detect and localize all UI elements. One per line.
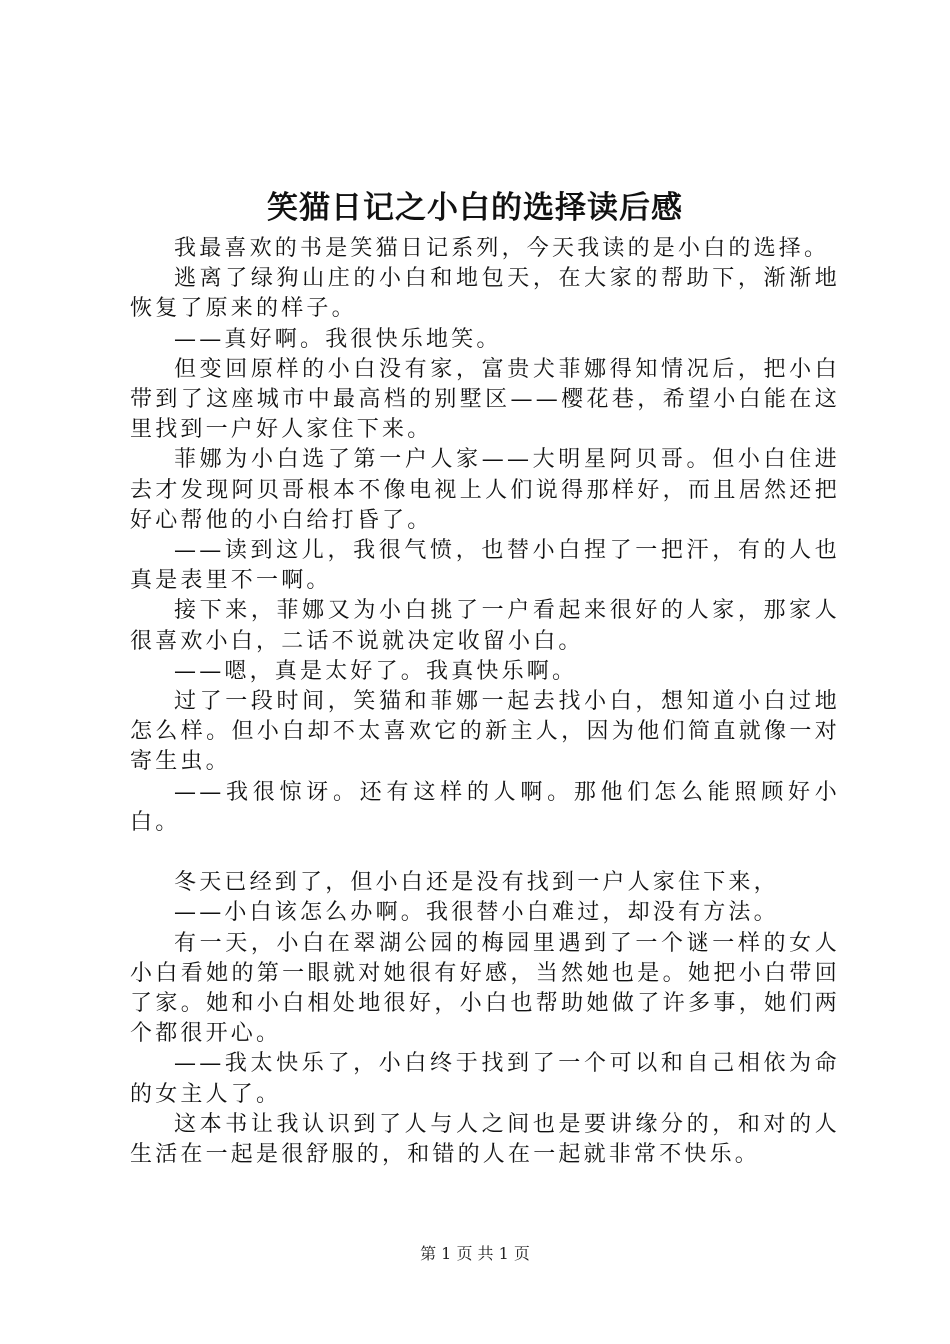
paragraph: 冬天已经到了，但小白还是没有找到一户人家住下来，: [174, 870, 779, 896]
paragraph: ——读到这儿，我很气愤，也替小白捏了一把汗，有的人也真是表里不一啊。: [130, 538, 840, 594]
paragraph: ——真好啊。我很快乐地笑。: [174, 326, 502, 352]
paragraph: 我最喜欢的书是笑猫日记系列，今天我读的是小白的选择。: [174, 236, 830, 261]
paragraph: 有一天，小白在翠湖公园的梅园里遇到了一个谜一样的女人小白看她的第一眼就对她很有好感，当然她也是。她把小白带回了家。她和小白相处地很好，小白也帮助她做了许多事，她们两个都很开心。: [130, 930, 840, 1047]
paragraph: ——小白该怎么办啊。我很替小白难过，却没有方法。: [174, 900, 779, 926]
paragraph: 菲娜为小白选了第一户人家——大明星阿贝哥。但小白住进去才发现阿贝哥根本不像电视上人们说得那样好，而且居然还把好心帮他的小白给打昏了。: [130, 447, 840, 533]
paragraph: 过了一段时间，笑猫和菲娜一起去找小白，想知道小白过地怎么样。但小白却不太喜欢它的新主人，因为他们简直就像一对寄生虫。: [130, 689, 840, 775]
page-footer: 第 1 页 共 1 页: [420, 1244, 530, 1263]
document-title: 笑猫日记之小白的选择读后感: [267, 190, 683, 226]
paragraph: ——嗯，真是太好了。我真快乐啊。: [174, 658, 578, 684]
document-body: [130, 234, 840, 1170]
paragraph: 但变回原样的小白没有家，富贵犬菲娜得知情况后，把小白带到了这座城市中最高档的别墅区——樱花巷，希望小白能在这里找到一户好人家住下来。: [130, 356, 840, 443]
paragraph: ——我太快乐了，小白终于找到了一个可以和自己相依为命的女主人了。: [130, 1051, 840, 1107]
paragraph: 接下来，菲娜又为小白挑了一户看起来很好的人家，那家人很喜欢小白，二话不说就决定收留小白。: [130, 598, 840, 654]
paragraph: 这本书让我认识到了人与人之间也是要讲缘分的，和对的人生活在一起是很舒服的，和错的人在一起就非常不快乐。: [130, 1111, 840, 1168]
blank-line: [130, 838, 840, 868]
paragraph: ——我很惊讶。还有这样的人啊。那他们怎么能照顾好小白。: [130, 779, 840, 835]
paragraph: 逃离了绿狗山庄的小白和地包天，在大家的帮助下，渐渐地恢复了原来的样子。: [130, 266, 840, 322]
